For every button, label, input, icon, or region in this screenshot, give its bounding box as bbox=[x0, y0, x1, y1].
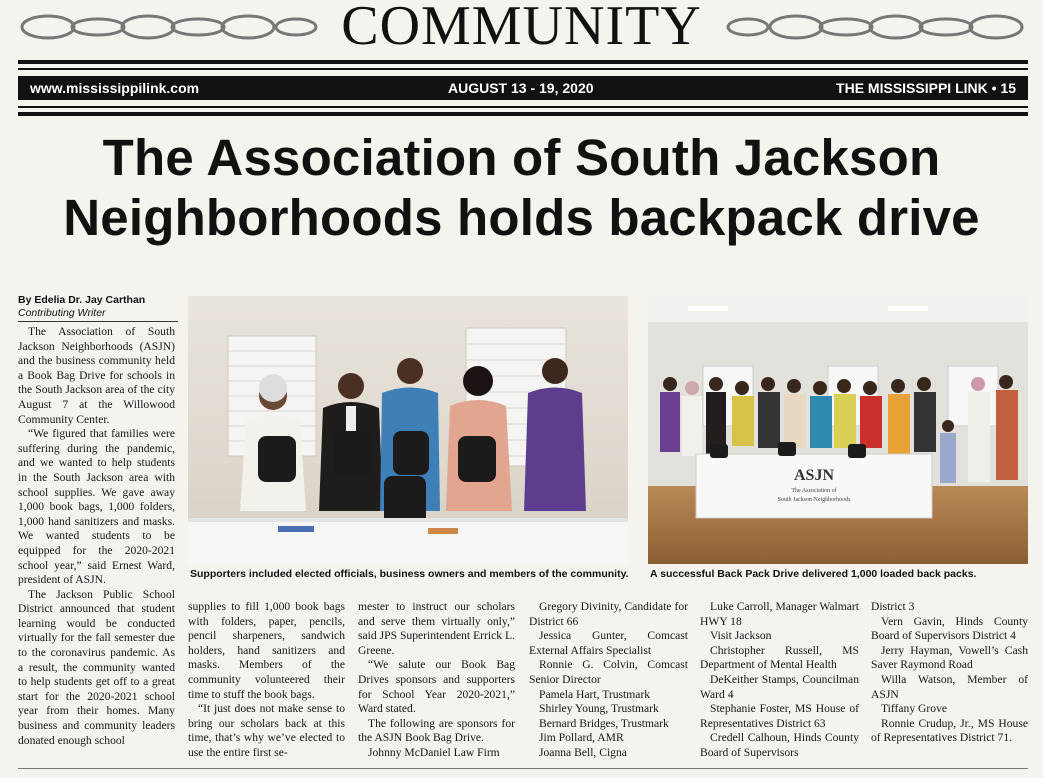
article-headline bbox=[0, 128, 1043, 248]
sponsor-item: Joanna Bell, Cigna bbox=[539, 745, 627, 759]
website-link[interactable]: www.mississippilink.com bbox=[30, 80, 200, 96]
sponsor-item: Tiffany Grove bbox=[881, 702, 948, 716]
byline bbox=[18, 294, 178, 322]
sponsor-item: Gregory Divinity, Candidate for District 66 bbox=[529, 600, 688, 628]
sponsor-list-column-5 bbox=[700, 600, 859, 761]
sponsor-item: Stephanie Foster, MS House of Representatives District 63 bbox=[700, 702, 859, 730]
photo-backpack-drive bbox=[648, 296, 1028, 564]
byline-role: Contributing Writer bbox=[18, 307, 178, 322]
chain-ornament-right bbox=[726, 8, 1026, 46]
paragraph: The Jackson Public School District announced that student learning would be conducted virtually for the fall semester due to the coronavirus pandemic. As a result, the community wanted to help students get off to a great start for the 2020-2021 school year from their homes. Many business and community leaders donated enough school bbox=[18, 587, 175, 747]
sponsor-item: Jerry Hayman, Vowell’s Cash Saver Raymond Road bbox=[871, 643, 1028, 672]
paragraph: supplies to fill 1,000 book bags with folders, paper, pencils, pencil sharpeners, sandwich holders, hand sanitizers and masks. Members of the community volunteered their time to stuff the book bags. bbox=[188, 600, 345, 701]
masthead-rule-bottom-thin bbox=[18, 106, 1028, 108]
sponsor-item: Vern Gavin, Hinds County Board of Supervisors District 4 bbox=[871, 614, 1028, 643]
issue-dates: AUGUST 13 - 19, 2020 bbox=[448, 80, 594, 96]
section-title: COMMUNITY bbox=[341, 0, 702, 57]
masthead-rule-top bbox=[18, 60, 1028, 64]
sponsor-item: Ronnie Crudup, Jr., MS House of Representatives District 71. bbox=[871, 716, 1028, 745]
sponsor-list-column-4 bbox=[529, 600, 688, 761]
article-column-1 bbox=[18, 325, 175, 748]
sponsor-item: Christopher Russell, MS Department of Mental Health bbox=[700, 643, 859, 672]
paragraph: “We figured that families were suffering during the pandemic, and we wanted to help students in the South Jackson area with school supplies. We gave away 1,000 book bags, 1,000 folders, 1,000 hand sanitizers and masks. We wanted students to be equipped for the 2020-2021 school year,” said Ernest Ward, president of ASJN. bbox=[18, 427, 175, 587]
sponsor-item: Jim Pollard, AMR bbox=[539, 731, 624, 745]
paragraph: “It just does not make sense to bring our scholars back at this time, that’s why we’ve elected to use the entire first se- bbox=[188, 702, 345, 759]
article-column-2 bbox=[188, 600, 345, 761]
page-bottom-rule bbox=[18, 768, 1028, 769]
paragraph: The Association of South Jackson Neighborhoods (ASJN) and the business community held a Book Bag Drive for schools in the South Jackson area of the city August 7 at the Willowood Community Center. bbox=[18, 325, 175, 426]
banner-line-2: South Jackson Neighborhoods bbox=[777, 497, 851, 503]
article-column-3 bbox=[358, 600, 515, 761]
paragraph: Johnny McDaniel Law Firm bbox=[368, 745, 500, 759]
sponsor-item: District 3 bbox=[871, 600, 915, 613]
banner-line-1: The Association of bbox=[791, 488, 837, 494]
paper-page: THE MISSISSIPPI LINK • 15 bbox=[836, 80, 1016, 96]
headline-line-2: Neighborhoods holds backpack drive bbox=[63, 189, 980, 246]
sponsor-item: Jessica Gunter, Comcast External Affairs Specialist bbox=[529, 629, 688, 657]
sponsor-item: Bernard Bridges, Trustmark bbox=[539, 716, 669, 730]
byline-author: By Edelia Dr. Jay Carthan bbox=[18, 294, 146, 306]
photo-caption-left: Supporters included elected officials, business owners and members of the community. bbox=[190, 568, 629, 580]
sponsor-item: Shirley Young, Trustmark bbox=[539, 702, 659, 716]
headline-line-1: The Association of South Jackson bbox=[102, 129, 941, 186]
paragraph: mester to instruct our scholars and serve them virtually only,” said JPS Superintendent Errick L. Greene. bbox=[358, 600, 515, 657]
sponsor-item: Ronnie G. Colvin, Comcast Senior Director bbox=[529, 658, 688, 686]
photo-caption-right: A successful Back Pack Drive delivered 1,000 loaded back packs. bbox=[650, 568, 977, 580]
sponsor-item: Credell Calhoun, Hinds County Board of Supervisors bbox=[700, 731, 859, 759]
paragraph: The following are sponsors for the ASJN Book Bag Drive. bbox=[358, 716, 515, 745]
sponsor-list-column-6 bbox=[871, 600, 1028, 746]
sponsor-item: Willa Watson, Member of ASJN bbox=[871, 672, 1028, 701]
sponsor-item: Luke Carroll, Manager Walmart HWY 18 bbox=[700, 600, 859, 628]
sponsor-item: DeKeither Stamps, Councilman Ward 4 bbox=[700, 672, 859, 701]
banner-logo-text: ASJN bbox=[793, 467, 835, 484]
masthead-rule-top-thin bbox=[18, 68, 1028, 70]
masthead-info-bar bbox=[18, 76, 1028, 100]
masthead-rule-bottom bbox=[18, 112, 1028, 116]
photo-supporters bbox=[188, 296, 628, 564]
paragraph: “We salute our Book Bag Drives sponsors and supporters for School Year 2020-2021,” Ward stated. bbox=[358, 658, 515, 716]
sponsor-item: Visit Jackson bbox=[710, 629, 772, 643]
sponsor-item: Pamela Hart, Trustmark bbox=[539, 687, 651, 701]
